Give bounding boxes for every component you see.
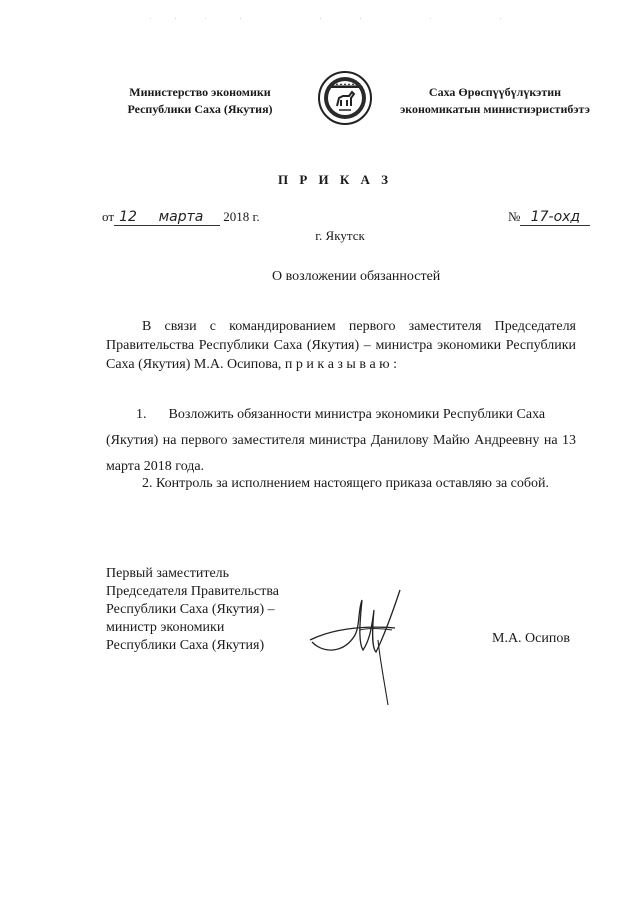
order-item-1 <box>106 402 576 480</box>
position-line-1: Первый заместитель <box>106 566 230 581</box>
item-1-number: 1. <box>136 407 147 422</box>
handwritten-signature <box>300 580 420 710</box>
coat-of-arms-emblem <box>317 70 373 126</box>
document-title: П Р И К А З <box>277 172 393 187</box>
ministry-ru <box>100 84 300 118</box>
date-day: 12 <box>119 209 137 225</box>
number-value: 17-охд <box>530 209 581 225</box>
position-line-2: Председателя Правительства <box>106 584 280 599</box>
position-line-3: Республики Саха (Якутия) – <box>106 602 275 617</box>
ministry-ru-line2: Республики Саха (Якутия) <box>127 102 273 116</box>
city: г. Якутск <box>315 228 365 243</box>
order-subject: О возложении обязанностей <box>272 269 441 284</box>
item-1-first-line: Возложить обязанности министра экономики Республики Саха <box>168 407 546 422</box>
order-item-2: 2. Контроль за исполнением настоящего приказа оставляю за собой. <box>142 476 550 491</box>
ministry-ru-line1: Министерство экономики <box>129 85 271 99</box>
order-date <box>102 209 260 226</box>
number-prefix: № <box>508 209 521 224</box>
position-line-5: Республики Саха (Якутия) <box>106 638 265 653</box>
order-number <box>508 209 590 226</box>
signatory-name: М.А. Осипов <box>492 631 570 646</box>
ministry-sah <box>390 84 600 118</box>
preamble-paragraph: В связи с командированием первого заместителя Председателя Правительства Республики Саха (Якутия) – министра экономики Республики Саха (Якутия) М.А. Осипова, п р и к а з ы в а ю : <box>106 319 576 372</box>
signatory-position <box>106 565 326 655</box>
item-1-text: (Якутия) на первого заместителя министра Данилову Майю Андреевну на 13 марта 2018 года. <box>106 433 576 474</box>
ministry-sah-line2: экономикатын министиэристибэтэ <box>400 102 590 116</box>
ministry-sah-line1: Саха Өрөспүүбүлүкэтин <box>428 85 562 99</box>
date-prefix: от <box>102 209 115 224</box>
position-line-4: министр экономики <box>106 620 225 635</box>
date-year: 2018 г. <box>223 209 260 224</box>
date-month: марта <box>158 209 204 225</box>
